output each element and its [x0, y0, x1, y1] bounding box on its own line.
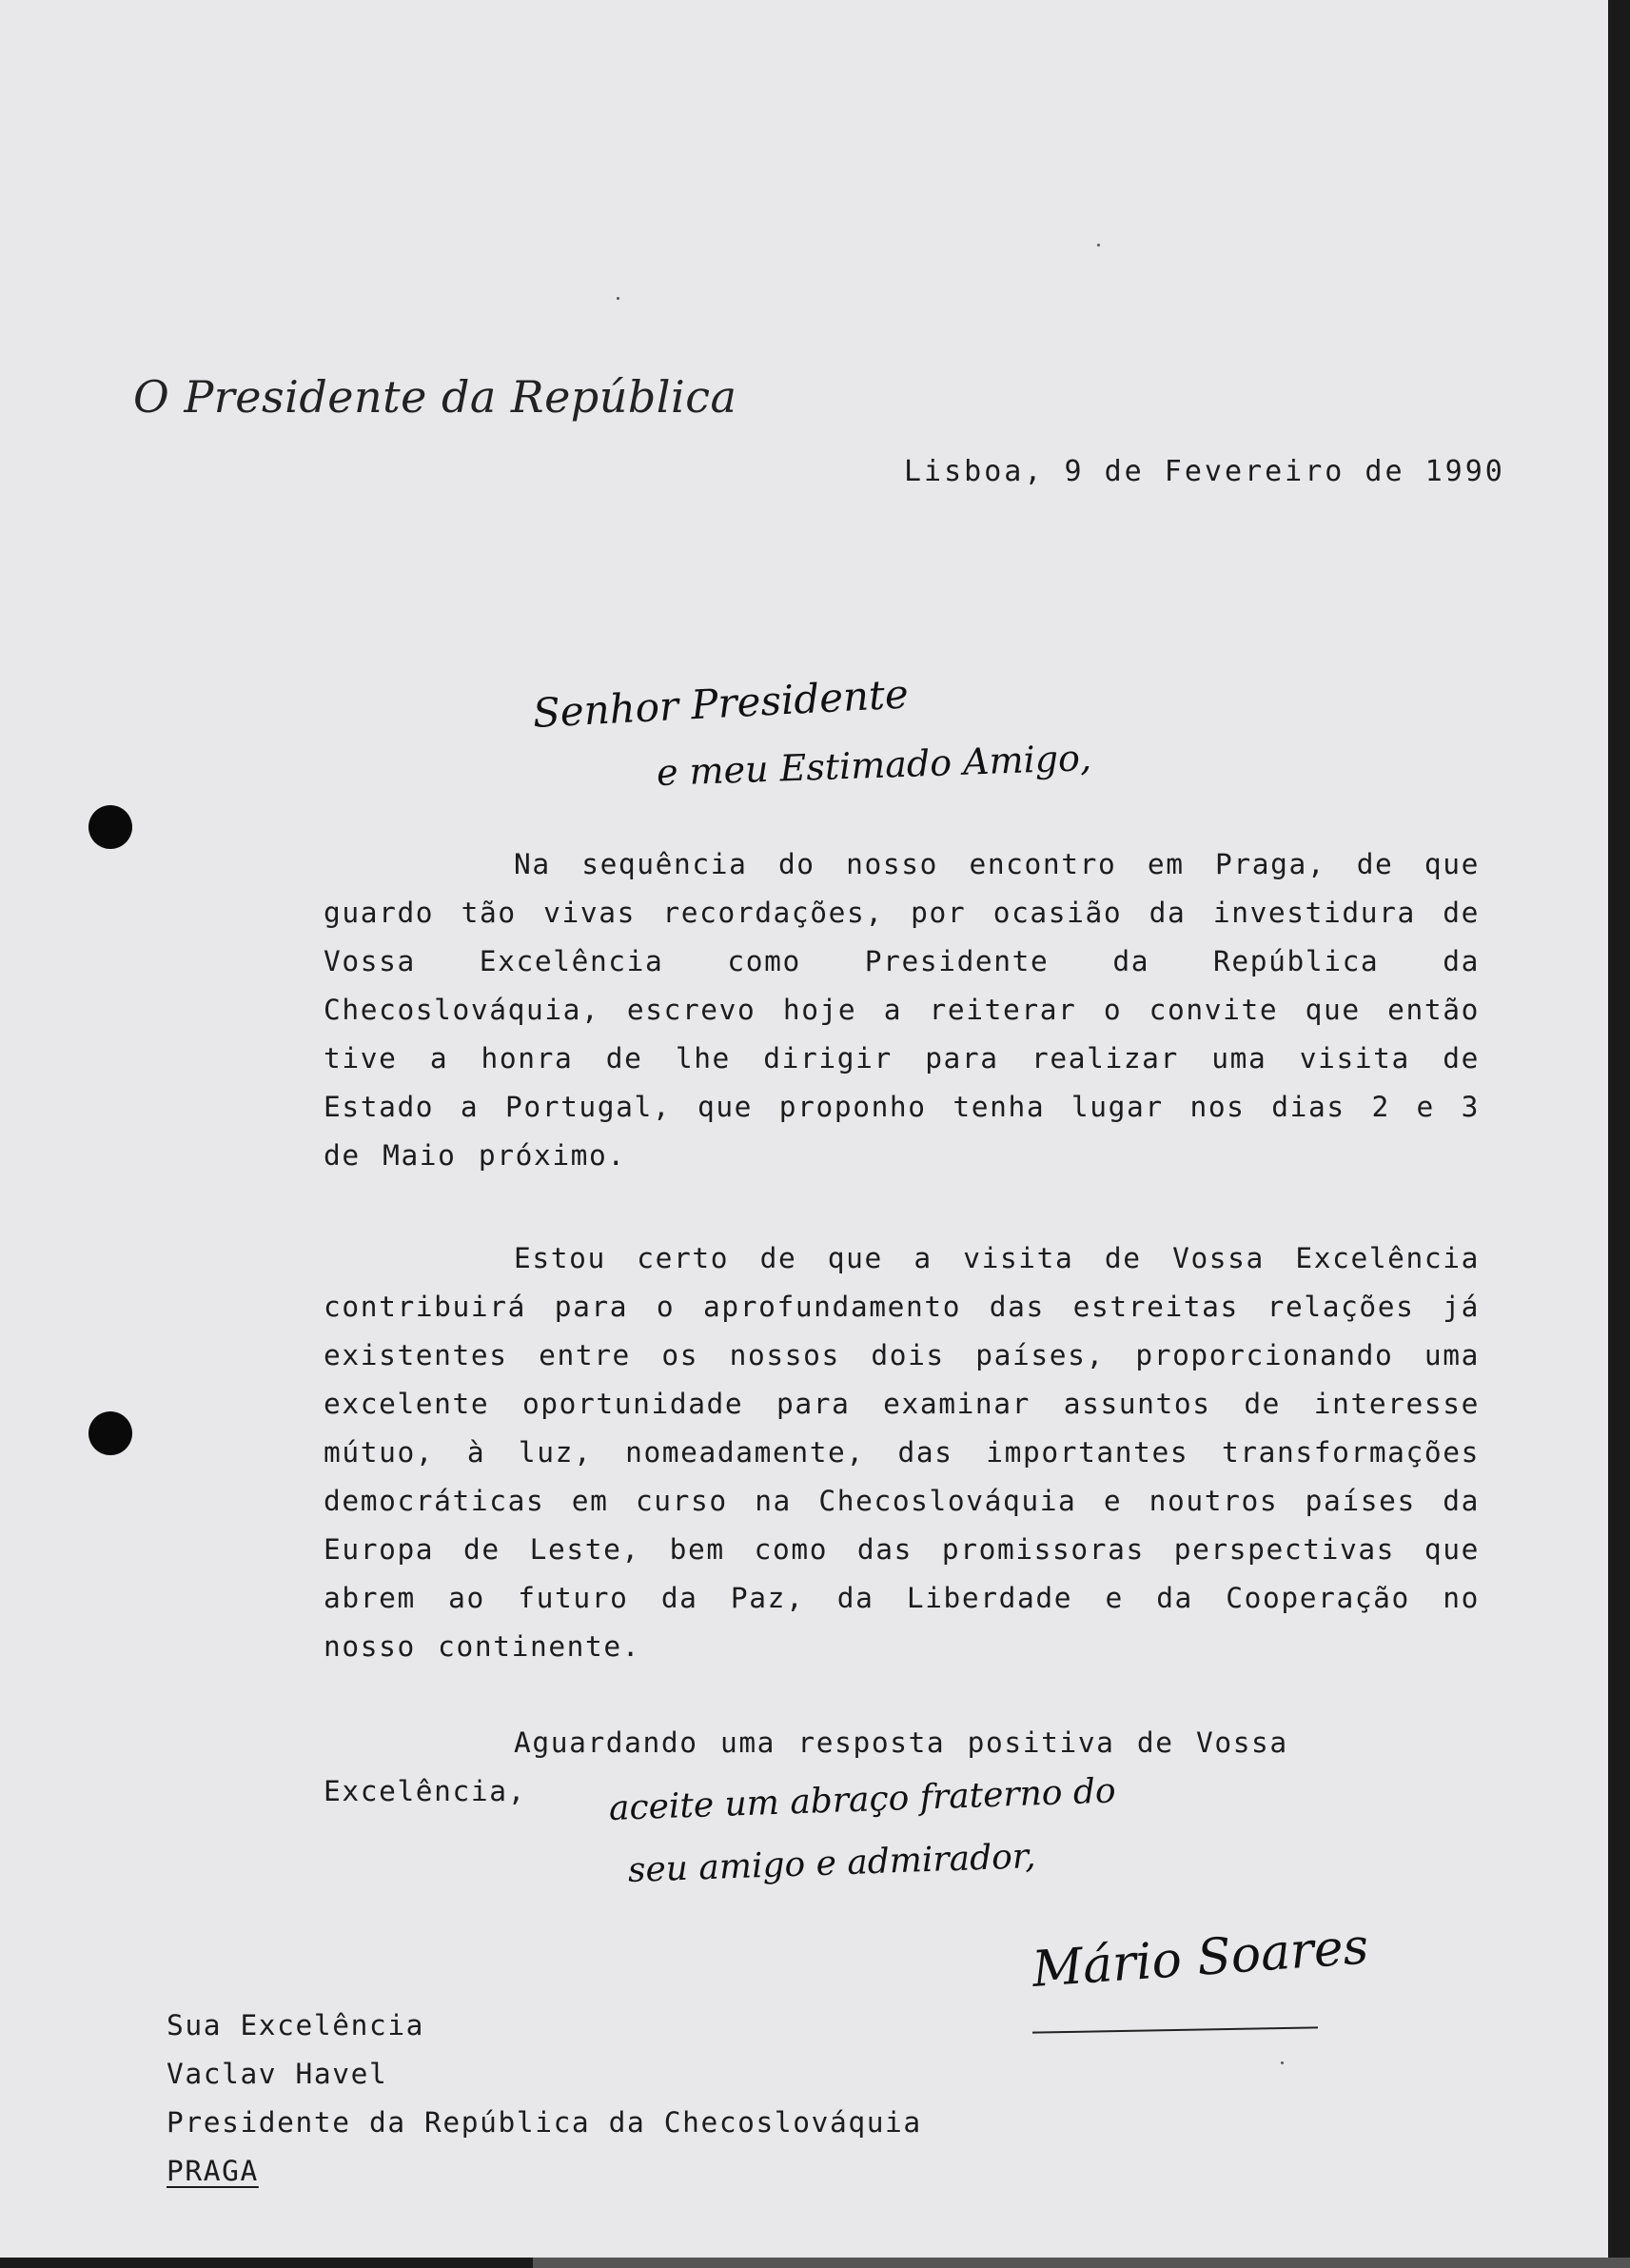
- handwritten-closing-line2: seu amigo e admirador,: [627, 1837, 1037, 1890]
- addressee-line3: Presidente da República da Checoslováquia: [167, 2106, 922, 2139]
- body-paragraph-1: Na sequência do nosso encontro em Praga, de que guardo tão vivas recordações, por ocasião da investidura de Vossa Excelência como Presidente da República da Checoslováquia, escrevo hoje a reiterar o convite que então tive a honra de lhe dirigir para realizar uma visita de Estado a Portugal, que proponho tenha lugar nos dias 2 e 3 de Maio próximo.: [324, 848, 1480, 1172]
- punch-hole-bottom: [88, 1411, 132, 1455]
- ink-speck: [1097, 244, 1100, 247]
- scan-edge-strip: [533, 2258, 1630, 2268]
- letter-date: Lisboa, 9 de Fevereiro de 1990: [904, 455, 1505, 488]
- ink-speck: [617, 297, 619, 300]
- signature-flourish: [1032, 2026, 1318, 2033]
- ink-speck: [1281, 2061, 1284, 2064]
- handwritten-closing-line1: aceite um abraço fraterno do: [608, 1771, 1117, 1828]
- addressee-line1: Sua Excelência: [167, 2009, 425, 2041]
- body-paragraph-2: Estou certo de que a visita de Vossa Excelência contribuirá para o aprofundamento das estreitas relações já existentes entre os nossos dois países, proporcionando uma excelente oportunidade para examinar assuntos de interesse mútuo, à luz, nomeadamente, das importantes transformações democráticas em curso na Checoslováquia e noutros países da Europa de Leste, bem como das promissoras perspectivas que abrem ao futuro da Paz, da Liberdade e da Cooperação no nosso continente.: [324, 1242, 1480, 1663]
- handwritten-salutation-line2: e meu Estimado Amigo,: [656, 737, 1092, 794]
- closing-sentence: Aguardando uma resposta positiva de Vossa: [514, 1726, 1288, 1759]
- addressee-line2: Vaclav Havel: [167, 2058, 388, 2090]
- punch-hole-top: [88, 805, 132, 849]
- handwritten-salutation-line1: Senhor Presidente: [531, 670, 910, 737]
- signature: Mário Soares: [1030, 1918, 1371, 1999]
- closing-word: Excelência,: [324, 1775, 526, 1807]
- addressee-city: PRAGA: [167, 2155, 259, 2187]
- addressee-block: [167, 2002, 922, 2196]
- letterhead-title: O Presidente da República: [133, 371, 737, 423]
